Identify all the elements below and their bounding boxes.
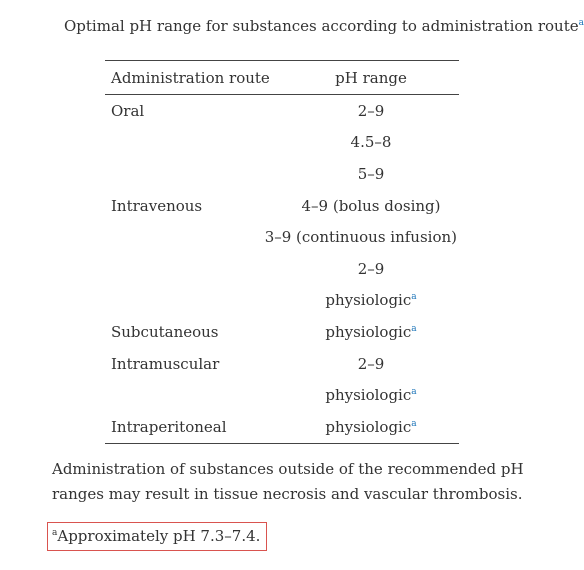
table-caption [64, 14, 584, 38]
route-cell: Intravenous [111, 196, 203, 215]
table-row [105, 411, 459, 443]
ph-range-value: 2–9 [357, 101, 385, 120]
route-cell: Subcutaneous [111, 322, 219, 341]
ph-range-cell [285, 291, 459, 309]
caption-text: Optimal pH range for substances according to administration route [64, 17, 579, 35]
table-row [105, 285, 459, 317]
ph-range-cell [285, 165, 459, 183]
header-ph-range: pH range [335, 68, 407, 87]
table-row [105, 95, 459, 127]
ph-range-value: physiologic [325, 417, 412, 436]
ph-range-value: physiologic [325, 322, 412, 341]
table-row [105, 127, 459, 159]
note-paragraph: Administration of substances outside of the recommended pH ranges may result in tissue necrosis and vascular thrombosis. [52, 460, 524, 503]
route-cell: Intramuscular [111, 354, 220, 373]
footnote-box [47, 522, 267, 551]
footnote-link[interactable]: a [411, 387, 417, 398]
ph-range-value: 4–9 (bolus dosing) [301, 196, 441, 215]
caption-footnote-marker[interactable]: a [578, 18, 584, 28]
ph-range-cell [285, 418, 459, 436]
ph-range-value: 4.5–8 [350, 133, 392, 152]
route-cell: Intraperitoneal [111, 417, 227, 436]
table-row [105, 221, 459, 253]
ph-range-value: physiologic [325, 386, 412, 405]
table-row [105, 253, 459, 285]
ph-range-cell [285, 197, 459, 215]
table-row [105, 316, 459, 348]
ph-range-cell [285, 102, 459, 120]
footnote-link[interactable]: a [411, 323, 417, 334]
ph-range-table [105, 60, 459, 444]
header-route: Administration route [111, 68, 270, 87]
table-row [105, 348, 459, 380]
footnote-text: Approximately pH 7.3–7.4. [57, 527, 261, 545]
ph-range-cell [285, 323, 459, 341]
table-row [105, 158, 459, 190]
ph-range-value: 5–9 [357, 164, 385, 183]
route-cell: Oral [111, 101, 145, 120]
table-header [105, 61, 459, 95]
ph-range-value: physiologic [325, 291, 412, 310]
footnote-link[interactable]: a [411, 292, 417, 303]
table-body [105, 95, 459, 443]
footnote-marker: a [52, 528, 58, 538]
ph-range-cell [285, 355, 459, 373]
ph-range-cell [285, 260, 459, 278]
ph-range-cell [285, 133, 459, 151]
ph-range-value: 3–9 (continuous infusion) [264, 228, 457, 247]
ph-range-value: 2–9 [357, 354, 385, 373]
ph-range-cell [285, 386, 459, 404]
ph-range-value: 2–9 [357, 259, 385, 278]
table-row [105, 379, 459, 411]
ph-range-cell [265, 228, 459, 246]
footnote-link[interactable]: a [411, 418, 417, 429]
table-row [105, 190, 459, 222]
